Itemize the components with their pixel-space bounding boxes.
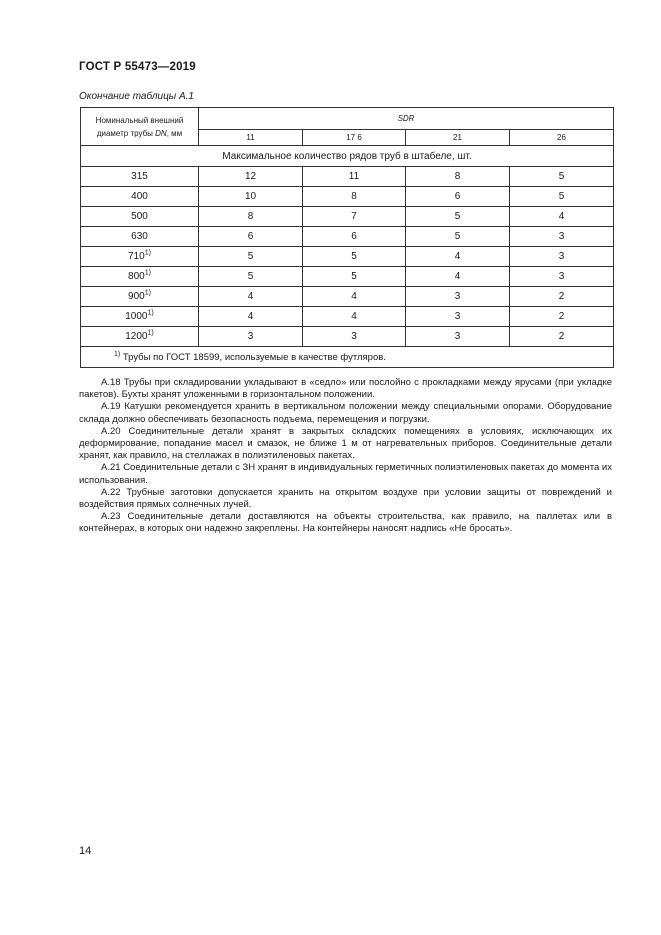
paragraph: А.19 Катушки рекомендуется хранить в вертикальном положении между специальными опорами. Оборудование склада должно обеспечивать безопасность подъема, перемещения и погрузки.	[79, 401, 612, 425]
cell-value: 3	[510, 247, 614, 267]
table-row	[81, 167, 614, 187]
paragraph: А.21 Соединительные детали с ЗН хранят в индивидуальных герметичных полиэтиленовых пакетах до момента их использования.	[79, 462, 612, 486]
dn-footnote-ref: 1)	[144, 249, 151, 257]
dn-value: 1200	[125, 331, 148, 342]
header-sdr-21: 21	[406, 130, 510, 146]
cell-value: 10	[199, 187, 303, 207]
dn-footnote-ref: 1)	[144, 269, 151, 277]
table-row	[81, 247, 614, 267]
cell-value: 8	[406, 167, 510, 187]
dn-value: 1000	[125, 311, 148, 322]
table-row	[81, 207, 614, 227]
body-paragraphs	[79, 377, 612, 536]
cell-value: 5	[199, 267, 303, 287]
cell-value: 3	[510, 227, 614, 247]
cell-value: 7	[303, 207, 406, 227]
header-unit: , мм	[166, 128, 183, 138]
paragraph: А.23 Соединительные детали доставляются на объекты строительства, как правило, на паллетах или в контейнерах, в которых они надежно закреплены. На контейнеры наносят надпись «Не бросать».	[79, 511, 612, 535]
cell-value: 4	[406, 267, 510, 287]
dn-value: 400	[131, 191, 148, 202]
header-sdr-group: SDR	[199, 108, 614, 130]
table-span-title: Максимальное количество рядов труб в штабеле, шт.	[81, 146, 614, 167]
cell-value: 3	[199, 327, 303, 347]
cell-dn	[81, 207, 199, 227]
pipe-rows-table	[80, 107, 614, 368]
cell-value: 2	[510, 287, 614, 307]
cell-value: 8	[199, 207, 303, 227]
cell-value: 3	[303, 327, 406, 347]
cell-value: 11	[303, 167, 406, 187]
table-row	[81, 187, 614, 207]
table-row	[81, 327, 614, 347]
cell-value: 2	[510, 307, 614, 327]
dn-value: 800	[128, 271, 145, 282]
footnote-text: Трубы по ГОСТ 18599, используемые в качестве футляров.	[120, 351, 386, 363]
table-row	[81, 287, 614, 307]
cell-value: 5	[510, 167, 614, 187]
table-row	[81, 267, 614, 287]
cell-dn	[81, 167, 199, 187]
cell-value: 2	[510, 327, 614, 347]
paragraph: А.20 Соединительные детали хранят в закрытых складских помещениях в условиях, исключающих их деформирование, попадание масел и смазок, не ближе 1 м от нагревательных приборов. Соединительные детали хранят, как правило, на стеллажах в полиэтиленовых пакетах.	[79, 425, 612, 462]
cell-value: 3	[510, 267, 614, 287]
cell-dn	[81, 287, 199, 307]
dn-value: 500	[131, 211, 148, 222]
cell-value: 5	[406, 227, 510, 247]
footnote-mark: 1)	[114, 350, 121, 358]
cell-value: 5	[303, 267, 406, 287]
page-number: 14	[79, 845, 92, 857]
cell-dn	[81, 187, 199, 207]
table-row	[81, 307, 614, 327]
cell-value: 4	[199, 307, 303, 327]
dn-footnote-ref: 1)	[144, 289, 151, 297]
cell-dn	[81, 227, 199, 247]
header-sdr-26: 26	[510, 130, 614, 146]
header-line-2: диаметр трубы	[96, 128, 156, 138]
dn-footnote-ref: 1)	[147, 329, 154, 337]
table-row	[81, 227, 614, 247]
cell-dn	[81, 327, 199, 347]
cell-dn	[81, 267, 199, 287]
cell-value: 4	[406, 247, 510, 267]
table-footnote	[81, 347, 614, 368]
paragraph: А.18 Трубы при складировании укладывают в «седло» или послойно с прокладками между ярусами (при укладке пакетов). Бухты хранят уложенными в горизонтальном положении.	[79, 377, 612, 401]
cell-value: 4	[199, 287, 303, 307]
document-code-header: ГОСТ Р 55473—2019	[79, 61, 196, 73]
header-sdr-17-6: 17 6	[303, 130, 406, 146]
cell-value: 5	[406, 207, 510, 227]
header-sdr-11: 11	[199, 130, 303, 146]
paragraph: А.22 Трубные заготовки допускается хранить на открытом воздухе при условии защиты от повреждений и воздействия прямых солнечных лучей.	[79, 486, 612, 511]
cell-dn	[81, 247, 199, 267]
cell-value: 4	[303, 307, 406, 327]
cell-value: 5	[303, 247, 406, 267]
header-nominal-diameter	[81, 108, 199, 146]
cell-value: 5	[199, 247, 303, 267]
table-caption: Окончание таблицы А.1	[79, 91, 194, 102]
cell-value: 6	[199, 227, 303, 247]
cell-value: 3	[406, 287, 510, 307]
cell-value: 4	[510, 207, 614, 227]
dn-value: 710	[128, 251, 145, 262]
cell-dn	[81, 307, 199, 327]
cell-value: 12	[199, 167, 303, 187]
header-dn-symbol: DN	[155, 128, 167, 138]
dn-value: 630	[131, 231, 148, 242]
cell-value: 8	[303, 187, 406, 207]
cell-value: 3	[406, 327, 510, 347]
dn-footnote-ref: 1)	[147, 309, 154, 317]
cell-value: 4	[303, 287, 406, 307]
dn-value: 315	[131, 171, 148, 182]
cell-value: 6	[406, 187, 510, 207]
cell-value: 5	[510, 187, 614, 207]
cell-value: 6	[303, 227, 406, 247]
header-line-1: Номинальный внешний	[95, 115, 184, 125]
cell-value: 3	[406, 307, 510, 327]
dn-value: 900	[128, 291, 145, 302]
